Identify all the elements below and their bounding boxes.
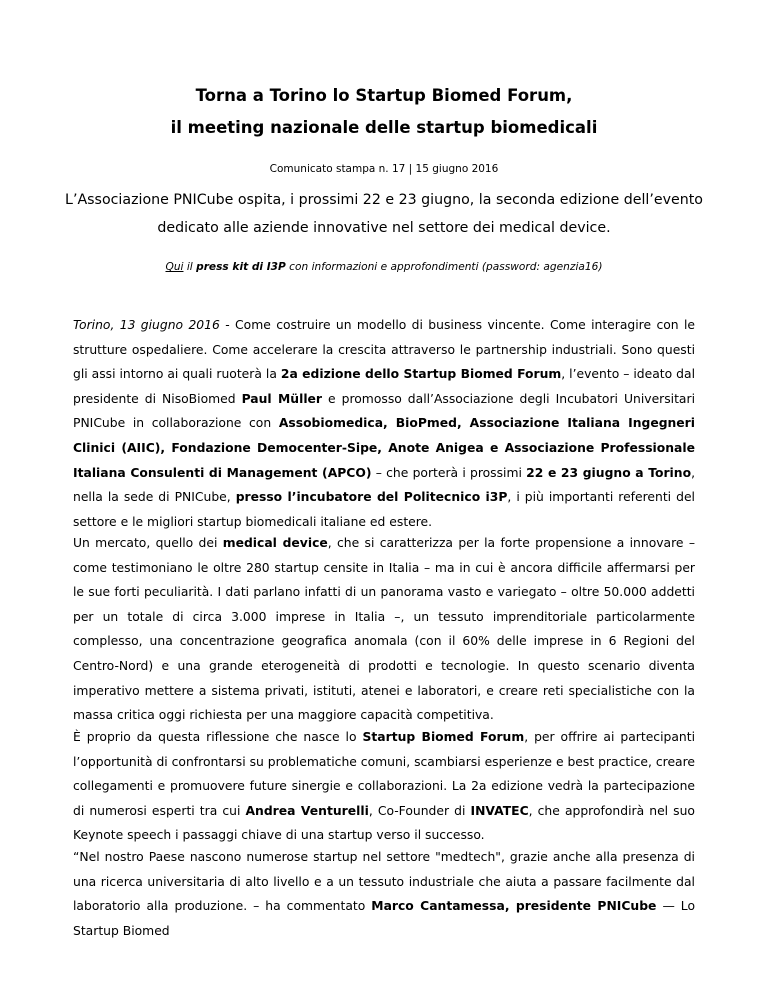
- press-kit-note: [0, 261, 768, 273]
- dateline: Torino, 13 giugno 2016: [73, 318, 220, 332]
- p3-text-3: , Co-Founder di: [368, 803, 471, 818]
- p1-bold-3: Assobiomedica, BioPmed, Associazione Italiana Ingegneri Clinici (AIIC), Fondazione Democenter-Sipe, Anote Anigea e Associazione Professionale Italiana Consulenti di Management (APCO): [73, 416, 696, 480]
- p1-text-2: , l’evento – ideato dal presidente di NisoBiomed: [73, 367, 695, 406]
- p2-text-2: , che si caratterizza per la forte propensione a innovare – come testimoniano le oltre 280 startup censite in Italia – ma in cui è ancora difficile affermarsi per le sue forti peculiarità. I dati parlano infatti di un panorama vasto e variegato – oltre 50.000 addetti per un totale di circa 3.000 imprese in Italia –, un tessuto imprenditoriale particolarmente complesso, una concentrazione geografica anomala (con il 60% delle imprese in 6 Regioni del Centro-Nord) e una grande eterogeneità di prodotti e tecnologie. In questo scenario diventa imperativo mettere a sistema privati, istituti, atenei e laboratori, e creare reti specialistiche con la massa critica oggi richiesta per una maggiore capacità competitiva.: [73, 536, 696, 723]
- p1-text-1: - Come costruire un modello di business vincente. Come interagire con le strutture ospedaliere. Come accelerare la crescita attraverso le partnership industriali. Sono questi gli assi intorno ai quali ruoterà la: [73, 318, 695, 382]
- page-title-line-2: il meeting nazionale delle startup biomedicali: [170, 118, 598, 137]
- page-title-line-1: Torna a Torino lo Startup Biomed Forum,: [195, 86, 573, 105]
- paragraph-1: [73, 313, 695, 534]
- subtitle-line-1: L’Associazione PNICube ospita, i prossimi 22 e 23 giugno, la seconda edizione dell’evento: [65, 192, 703, 208]
- p4-text-1: “Nel nostro Paese nascono numerose startup nel settore "medtech", grazie anche alla presenza di una ricerca universitaria di alto livello e a un tessuto industriale che aiuta a passare facilmente dal laboratorio alla produzione. – ha commentato: [73, 850, 695, 914]
- p3-text-2: , per offrire ai partecipanti l’opportunità di confrontarsi su problematiche comuni, scambiarsi esperienze e best practice, creare collegamenti e promuovere future sinergie e collaborazioni. La 2a edizione vedrà la partecipazione di numerosi esperti tra cui: [73, 730, 696, 818]
- p4-bold-1: Marco Cantamessa, presidente PNICube: [371, 899, 657, 914]
- paragraph-2: [73, 531, 695, 728]
- press-release-meta: Comunicato stampa n. 17 | 15 giugno 2016: [269, 163, 499, 175]
- press-kit-text-b: con informazioni e approfondimenti (password: agenzia16): [285, 261, 603, 273]
- p2-text-1: Un mercato, quello dei: [73, 536, 223, 550]
- p1-bold-5: presso l’incubatore del Politecnico i3P: [235, 490, 508, 505]
- p3-text-1: È proprio da questa riflessione che nasce lo: [73, 730, 363, 744]
- p3-bold-3: INVATEC: [470, 803, 529, 818]
- p3-text-4: , che approfondirà nel suo Keynote speech i passaggi chiave di una startup verso il successo.: [73, 803, 695, 843]
- p1-text-6: , i più importanti referenti del settore e le migliori startup biomedicali italiane ed estere.: [73, 490, 695, 529]
- p1-bold-1: 2a edizione dello Startup Biomed Forum: [280, 367, 562, 382]
- subtitle: [60, 186, 708, 242]
- press-kit-bold: press kit di I3P: [196, 261, 286, 273]
- p4-text-2: — Lo Startup Biomed: [73, 899, 695, 938]
- p1-text-4: – che porterà i prossimi: [371, 465, 527, 480]
- p1-text-5: , nella la sede di PNICube,: [73, 465, 695, 505]
- p1-bold-4: 22 e 23 giugno a Torino: [526, 465, 692, 480]
- p2-bold-1: medical device: [222, 536, 328, 550]
- press-kit-link[interactable]: Qui: [165, 261, 184, 273]
- p3-bold-2: Andrea Venturelli: [245, 803, 369, 818]
- subtitle-line-2: dedicato alle aziende innovative nel settore dei medical device.: [157, 220, 611, 236]
- p1-bold-2: Paul Müller: [241, 391, 323, 406]
- paragraph-4: [73, 845, 695, 943]
- p3-bold-1: Startup Biomed Forum: [362, 730, 525, 744]
- press-kit-text-a: il: [183, 261, 197, 273]
- paragraph-3: [73, 725, 695, 848]
- p1-text-3: e promosso dall’Associazione degli Incubatori Universitari PNICube in collaborazione con: [73, 391, 696, 431]
